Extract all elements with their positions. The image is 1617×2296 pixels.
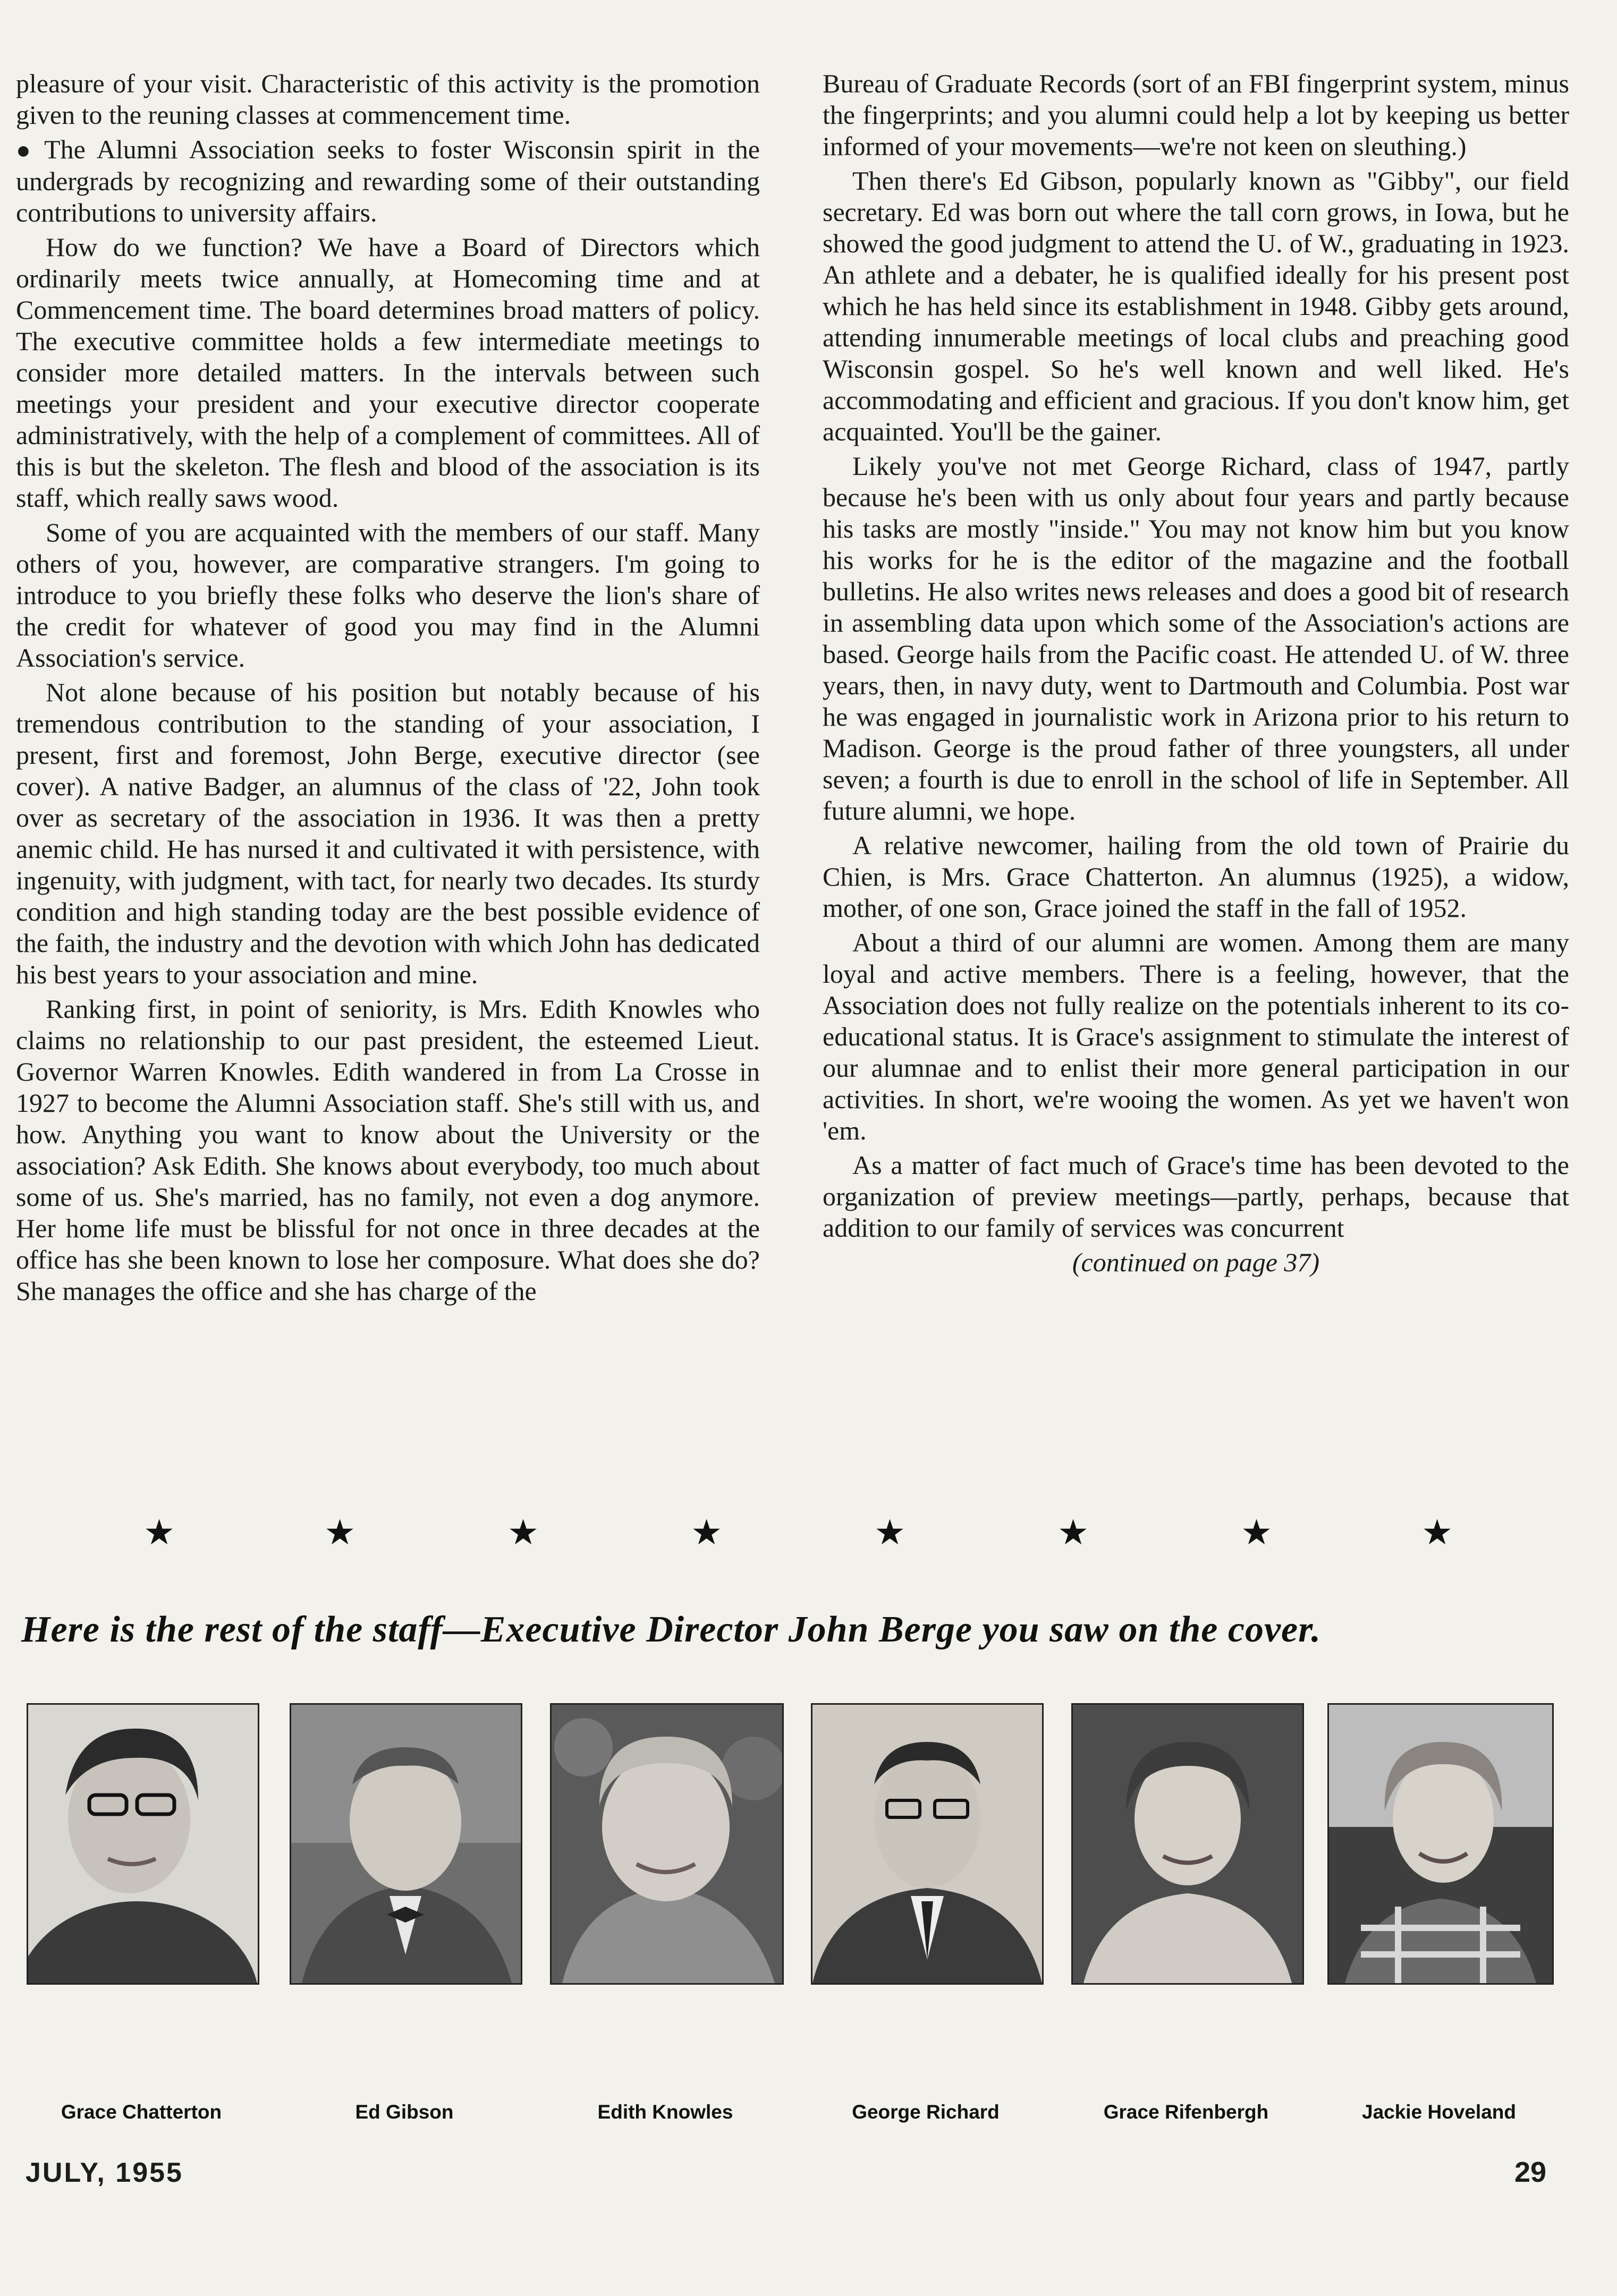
paragraph: As a matter of fact much of Grace's time has been devoted to the organization of preview meetings—partly, perhaps, because that addition to our family of services was concurrent: [823, 1150, 1569, 1243]
portrait-photo: [811, 1703, 1044, 1985]
left-text-column: [16, 68, 760, 1310]
portrait-photo: [550, 1703, 784, 1985]
star-icon: ★: [324, 1512, 356, 1553]
staff-name: Grace Chatterton: [61, 2101, 222, 2123]
star-icon: ★: [1057, 1512, 1089, 1553]
staff-name: Edith Knowles: [597, 2101, 733, 2123]
staff-name: Ed Gibson: [355, 2101, 454, 2123]
paragraph: About a third of our alumni are women. Among them are many loyal and active members. There is a feeling, however, that the Association does not fully realize on the potentials inherent to its co-educational status. It is Grace's assignment to stimulate the interest of our alumnae and to enlist their more general participation in our activities. In short, we're wooing the women. As yet we haven't won 'em.: [823, 928, 1569, 1145]
right-text-column: [823, 68, 1569, 1278]
staff-name: Jackie Hoveland: [1362, 2101, 1516, 2123]
issue-date: JULY, 1955: [26, 2157, 183, 2188]
portrait-photo: [290, 1703, 522, 1985]
paragraph: A relative newcomer, hailing from the old town of Prairie du Chien, is Mrs. Grace Chatterton. An alumnus (1925), a widow, mother, of one son, Grace joined the staff in the fall of 1952.: [823, 830, 1569, 923]
staff-name: George Richard: [852, 2101, 1000, 2123]
paragraph: How do we function? We have a Board of Directors which ordinarily meets twice annually, at Homecoming time and at Commencement time. The board determines broad matters of policy. The executive committee holds a few intermediate meetings to consider more detailed matters. In the intervals between such meetings your president and your executive director cooperate administratively, with the help of a complement of committees. All of this is but the skeleton. The flesh and blood of the association is its staff, which really saws wood.: [16, 232, 760, 513]
portrait-photo: [27, 1703, 259, 1985]
page-number: 29: [1514, 2156, 1547, 2188]
portrait-photo: [1071, 1703, 1304, 1985]
paragraph-bullet: ● The Alumni Association seeks to foster Wisconsin spirit in the undergrads by recognizing and rewarding some of their outstanding contributions to university affairs.: [16, 134, 760, 227]
star-icon: ★: [1241, 1512, 1273, 1553]
paragraph: Then there's Ed Gibson, popularly known as "Gibby", our field secretary. Ed was born out where the tall corn grows, in Iowa, but he showed the good judgment to attend the U. of W., graduating in 1923. An athlete and a debater, he is qualified ideally for his present post which he has held since its establishment in 1948. Gibby gets around, attending innumerable meetings of local clubs and preaching good Wisconsin gospel. So he's well known and well liked. He's accommodating and efficient and gracious. If you don't know him, get acquainted. You'll be the gainer.: [823, 166, 1569, 446]
star-icon: ★: [143, 1512, 175, 1553]
paragraph: Likely you've not met George Richard, class of 1947, partly because he's been with us only about four years and partly because his tasks are mostly "inside." You may not know him but you know his works for he is the editor of the magazine and the football bulletins. He also writes news releases and does a good bit of research in assembling data upon which some of the Association's actions are based. George hails from the Pacific coast. He attended U. of W. three years, then, in navy duty, went to Dartmouth and Columbia. Post war he was engaged in journalistic work in Arizona prior to his return to Madison. George is the proud father of three youngsters, all under seven; a fourth is due to enroll in the school of life in September. All future alumni, we hope.: [823, 451, 1569, 826]
paragraph: Some of you are acquainted with the members of our staff. Many others of you, however, are comparative strangers. I'm going to introduce to you briefly these folks who deserve the lion's share of the credit for whatever of good you may find in the Alumni Association's service.: [16, 517, 760, 673]
staff-name: Grace Rifenbergh: [1103, 2101, 1269, 2123]
star-divider: [0, 1511, 1617, 1554]
paragraph: Not alone because of his position but notably because of his tremendous contribution to the standing of your association, I present, first and foremost, John Berge, executive director (see cover). A native Badger, an alumnus of the class of '22, John took over as secretary of the association in 1936. It was then a pretty anemic child. He has nursed it and cultivated it with persistence, with ingenuity, with judgment, with tact, for nearly two decades. Its sturdy condition and high standing today are the best possible evidence of the faith, the industry and the devotion with which John has dedicated his best years to your association and mine.: [16, 677, 760, 989]
paragraph: pleasure of your visit. Characteristic of this activity is the promotion given to the reuning classes at commencement time.: [16, 69, 760, 130]
star-icon: ★: [507, 1512, 539, 1553]
bullet-icon: ●: [16, 137, 37, 164]
star-icon: ★: [691, 1512, 723, 1553]
paragraph: Ranking first, in point of seniority, is Mrs. Edith Knowles who claims no relationship to our past president, the esteemed Lieut. Governor Warren Knowles. Edith wandered in from La Crosse in 1927 to become the Alumni Association staff. She's still with us, and how. Anything you want to know about the University or the association? Ask Edith. She knows about everybody, too much about some of us. She's married, has no family, not even a dog anymore. Her home life must be blissful for not once in three decades at the office has she been known to lose her composure. What does she do? She manages the office and she has charge of the: [16, 994, 760, 1306]
continued-note: (continued on page 37): [1072, 1247, 1320, 1277]
portrait-photo: [1327, 1703, 1554, 1985]
star-icon: ★: [1421, 1512, 1453, 1553]
paragraph: Bureau of Graduate Records (sort of an FBI fingerprint system, minus the fingerprints; and you alumni could help a lot by keeping us better informed of your movements—we're not keen on sleuthing.): [823, 69, 1569, 161]
star-icon: ★: [874, 1512, 906, 1553]
staff-caption: Here is the rest of the staff—Executive Director John Berge you saw on the cover.: [21, 1609, 1321, 1650]
